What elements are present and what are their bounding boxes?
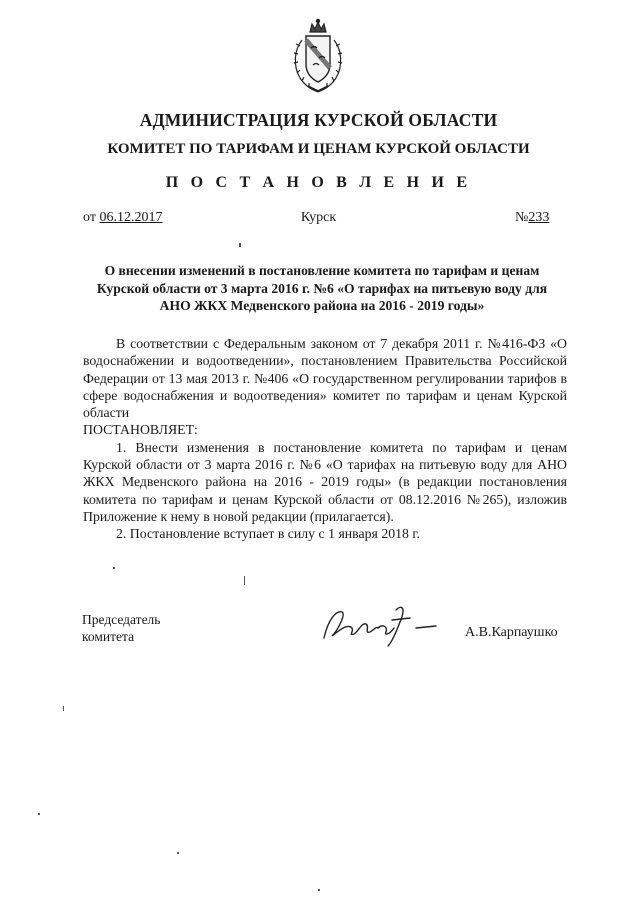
scan-speck xyxy=(318,889,320,891)
scan-speck xyxy=(63,706,64,711)
resolves-paragraph: ПОСТАНОВЛЯЕТ: xyxy=(83,422,198,438)
document-body xyxy=(83,335,567,543)
coat-of-arms-icon xyxy=(288,18,348,96)
preamble-paragraph: В соответствии с Федеральным законом от 7 декабря 2011 г. №416-ФЗ «О водоснабжении и водоотведении», постановлением Правительства Российской Федерации от 13 мая 2013 г. №406 «О государственном регулировании тарифов в сфере водоснабжения и водоотведения» комитет по тарифам и ценам Курской области xyxy=(83,336,567,421)
document-city: Курск xyxy=(300,210,337,225)
document-type-title: П О С Т А Н О В Л Е Н И Е xyxy=(165,174,472,191)
scan-speck xyxy=(239,243,241,247)
committee-title: КОМИТЕТ ПО ТАРИФАМ И ЦЕНАМ КУРСКОЙ ОБЛАСТИ xyxy=(107,141,530,157)
scan-speck xyxy=(244,576,245,585)
scan-speck xyxy=(113,567,115,569)
date-value: 06.12.2017 xyxy=(99,210,163,225)
signer-name: А.В.Карпаушко xyxy=(465,625,558,640)
handwritten-signature-icon xyxy=(318,598,442,648)
signer-position-line-2: комитета xyxy=(82,629,135,644)
item-1-paragraph: 1. Внести изменения в постановление комитета по тарифам и ценам Курской области от 3 марта 2016 г. №6 «О тарифах на питьевую воду для АНО ЖКХ Медвенского района на 2016 - 2019 годы» (в редакции постановления комитета по тарифам и ценам Курской области от 08.12.2016 №265), изложив Приложение к нему в новой редакции (прилагается). xyxy=(83,439,567,524)
scan-speck xyxy=(38,813,40,815)
item-2-paragraph: 2. Постановление вступает в силу с 1 января 2018 г. xyxy=(116,526,420,542)
signer-position xyxy=(82,611,160,645)
number-value: 233 xyxy=(528,210,550,225)
signer-position-line-1: Председатель xyxy=(82,612,161,627)
administration-title: АДМИНИСТРАЦИЯ КУРСКОЙ ОБЛАСТИ xyxy=(139,110,498,130)
date-prefix: от xyxy=(83,210,100,225)
document-subject: О внесении изменений в постановление комитета по тарифам и ценам Курской области от 3 марта 2016 г. №6 «О тарифах на питьевую воду для АНО ЖКХ Медвенского района на 2016 - 2019 годы» xyxy=(96,263,548,313)
number-prefix: № xyxy=(515,210,529,225)
document-number xyxy=(515,210,549,226)
scan-speck xyxy=(177,852,179,854)
